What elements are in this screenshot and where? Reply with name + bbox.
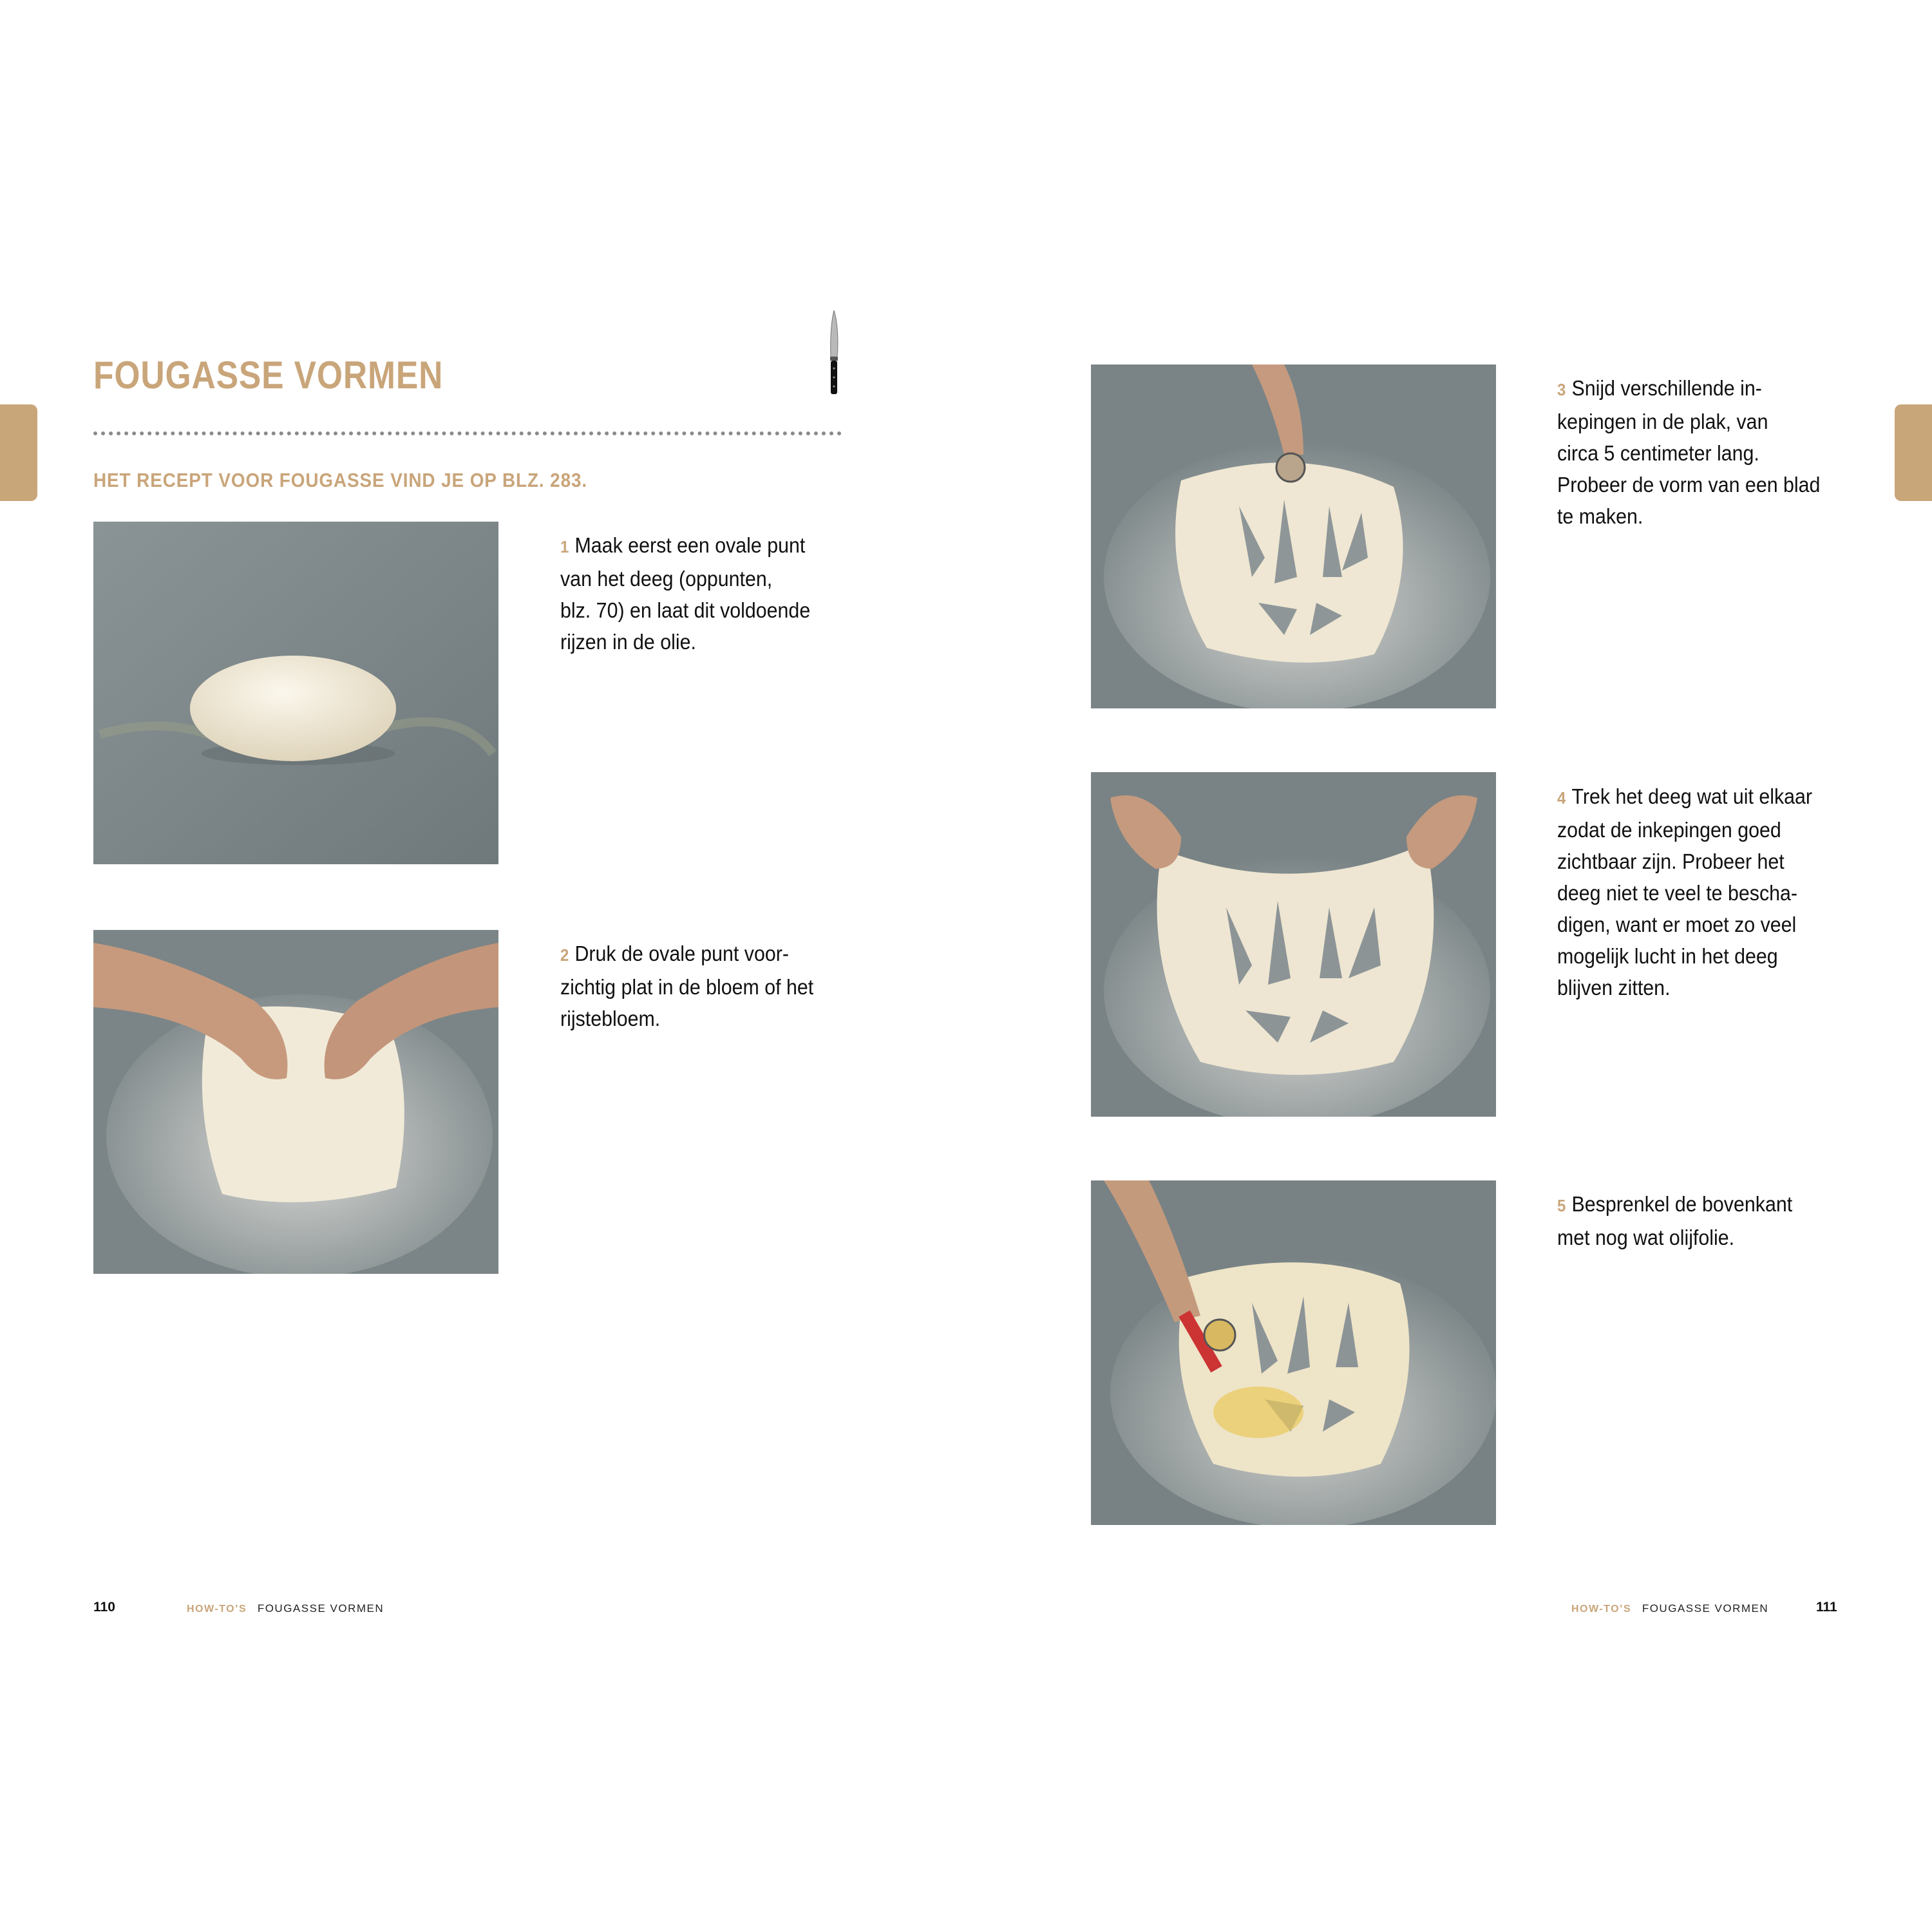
step-5-photo xyxy=(1091,1180,1496,1525)
step-2-text xyxy=(560,938,813,1034)
footer-left xyxy=(93,1600,115,1615)
step-1-photo xyxy=(93,522,498,864)
step-number: 3 xyxy=(1557,380,1566,399)
step-line: zichtbaar zijn. Probeer het xyxy=(1557,849,1785,873)
step-line: Probeer de vorm van een blad xyxy=(1557,473,1821,497)
step-line: Trek het deeg wat uit elkaar xyxy=(1571,784,1813,808)
step-line: Besprenkel de bovenkant xyxy=(1571,1192,1793,1216)
step-number: 5 xyxy=(1557,1196,1566,1215)
footer-section: HOW-TO’S xyxy=(1571,1604,1632,1615)
step-line: blijven zitten. xyxy=(1557,976,1671,999)
knife-icon xyxy=(826,310,842,394)
step-line: met nog wat olijfolie. xyxy=(1557,1226,1735,1249)
title-divider xyxy=(93,431,842,435)
step-line: deeg niet te veel te bescha- xyxy=(1557,881,1798,905)
step-line: Maak eerst een ovale punt xyxy=(574,533,806,557)
step-number: 2 xyxy=(560,945,569,965)
step-line: rijstebloem. xyxy=(560,1007,661,1030)
footer-chapter: FOUGASSE VORMEN xyxy=(1642,1602,1769,1615)
step-line: kepingen in de plak, van xyxy=(1557,410,1768,433)
step-line: zodat de inkepingen goed xyxy=(1557,818,1781,842)
step-line: rijzen in de olie. xyxy=(560,630,696,654)
footer-section: HOW-TO’S xyxy=(187,1604,247,1615)
step-number: 4 xyxy=(1557,788,1566,808)
step-1-text xyxy=(560,529,810,658)
footer-right-running-head xyxy=(1571,1601,1768,1616)
step-4-text xyxy=(1557,781,1812,1003)
footer-right xyxy=(1816,1600,1837,1615)
step-line: te maken. xyxy=(1557,504,1643,528)
step-number: 1 xyxy=(560,537,569,556)
step-4-photo xyxy=(1091,772,1496,1117)
step-line: blz. 70) en laat dit voldoende xyxy=(560,598,811,622)
chapter-tab-left xyxy=(0,404,37,501)
step-line: Druk de ovale punt voor- xyxy=(574,942,789,965)
step-line: mogelijk lucht in het deeg xyxy=(1557,944,1778,968)
step-5-text xyxy=(1557,1188,1792,1253)
step-line: digen, want er moet zo veel xyxy=(1557,913,1797,936)
chapter-tab-right xyxy=(1895,404,1932,501)
footer-chapter: FOUGASSE VORMEN xyxy=(257,1602,384,1615)
step-2-photo xyxy=(93,930,498,1274)
page-number: 111 xyxy=(1816,1600,1837,1615)
step-line: van het deeg (oppunten, xyxy=(560,567,773,591)
step-line: zichtig plat in de bloem of het xyxy=(560,975,814,999)
step-3-photo xyxy=(1091,365,1496,708)
recipe-reference: HET RECEPT VOOR FOUGASSE VIND JE OP BLZ. 283. xyxy=(93,469,588,491)
step-line: Snijd verschillende in- xyxy=(1571,376,1762,400)
step-3-text xyxy=(1557,372,1820,532)
step-line: circa 5 centimeter lang. xyxy=(1557,441,1759,465)
page-title: FOUGASSE VORMEN xyxy=(93,354,444,397)
footer-left-running-head xyxy=(187,1601,384,1616)
page-number: 110 xyxy=(93,1600,115,1615)
